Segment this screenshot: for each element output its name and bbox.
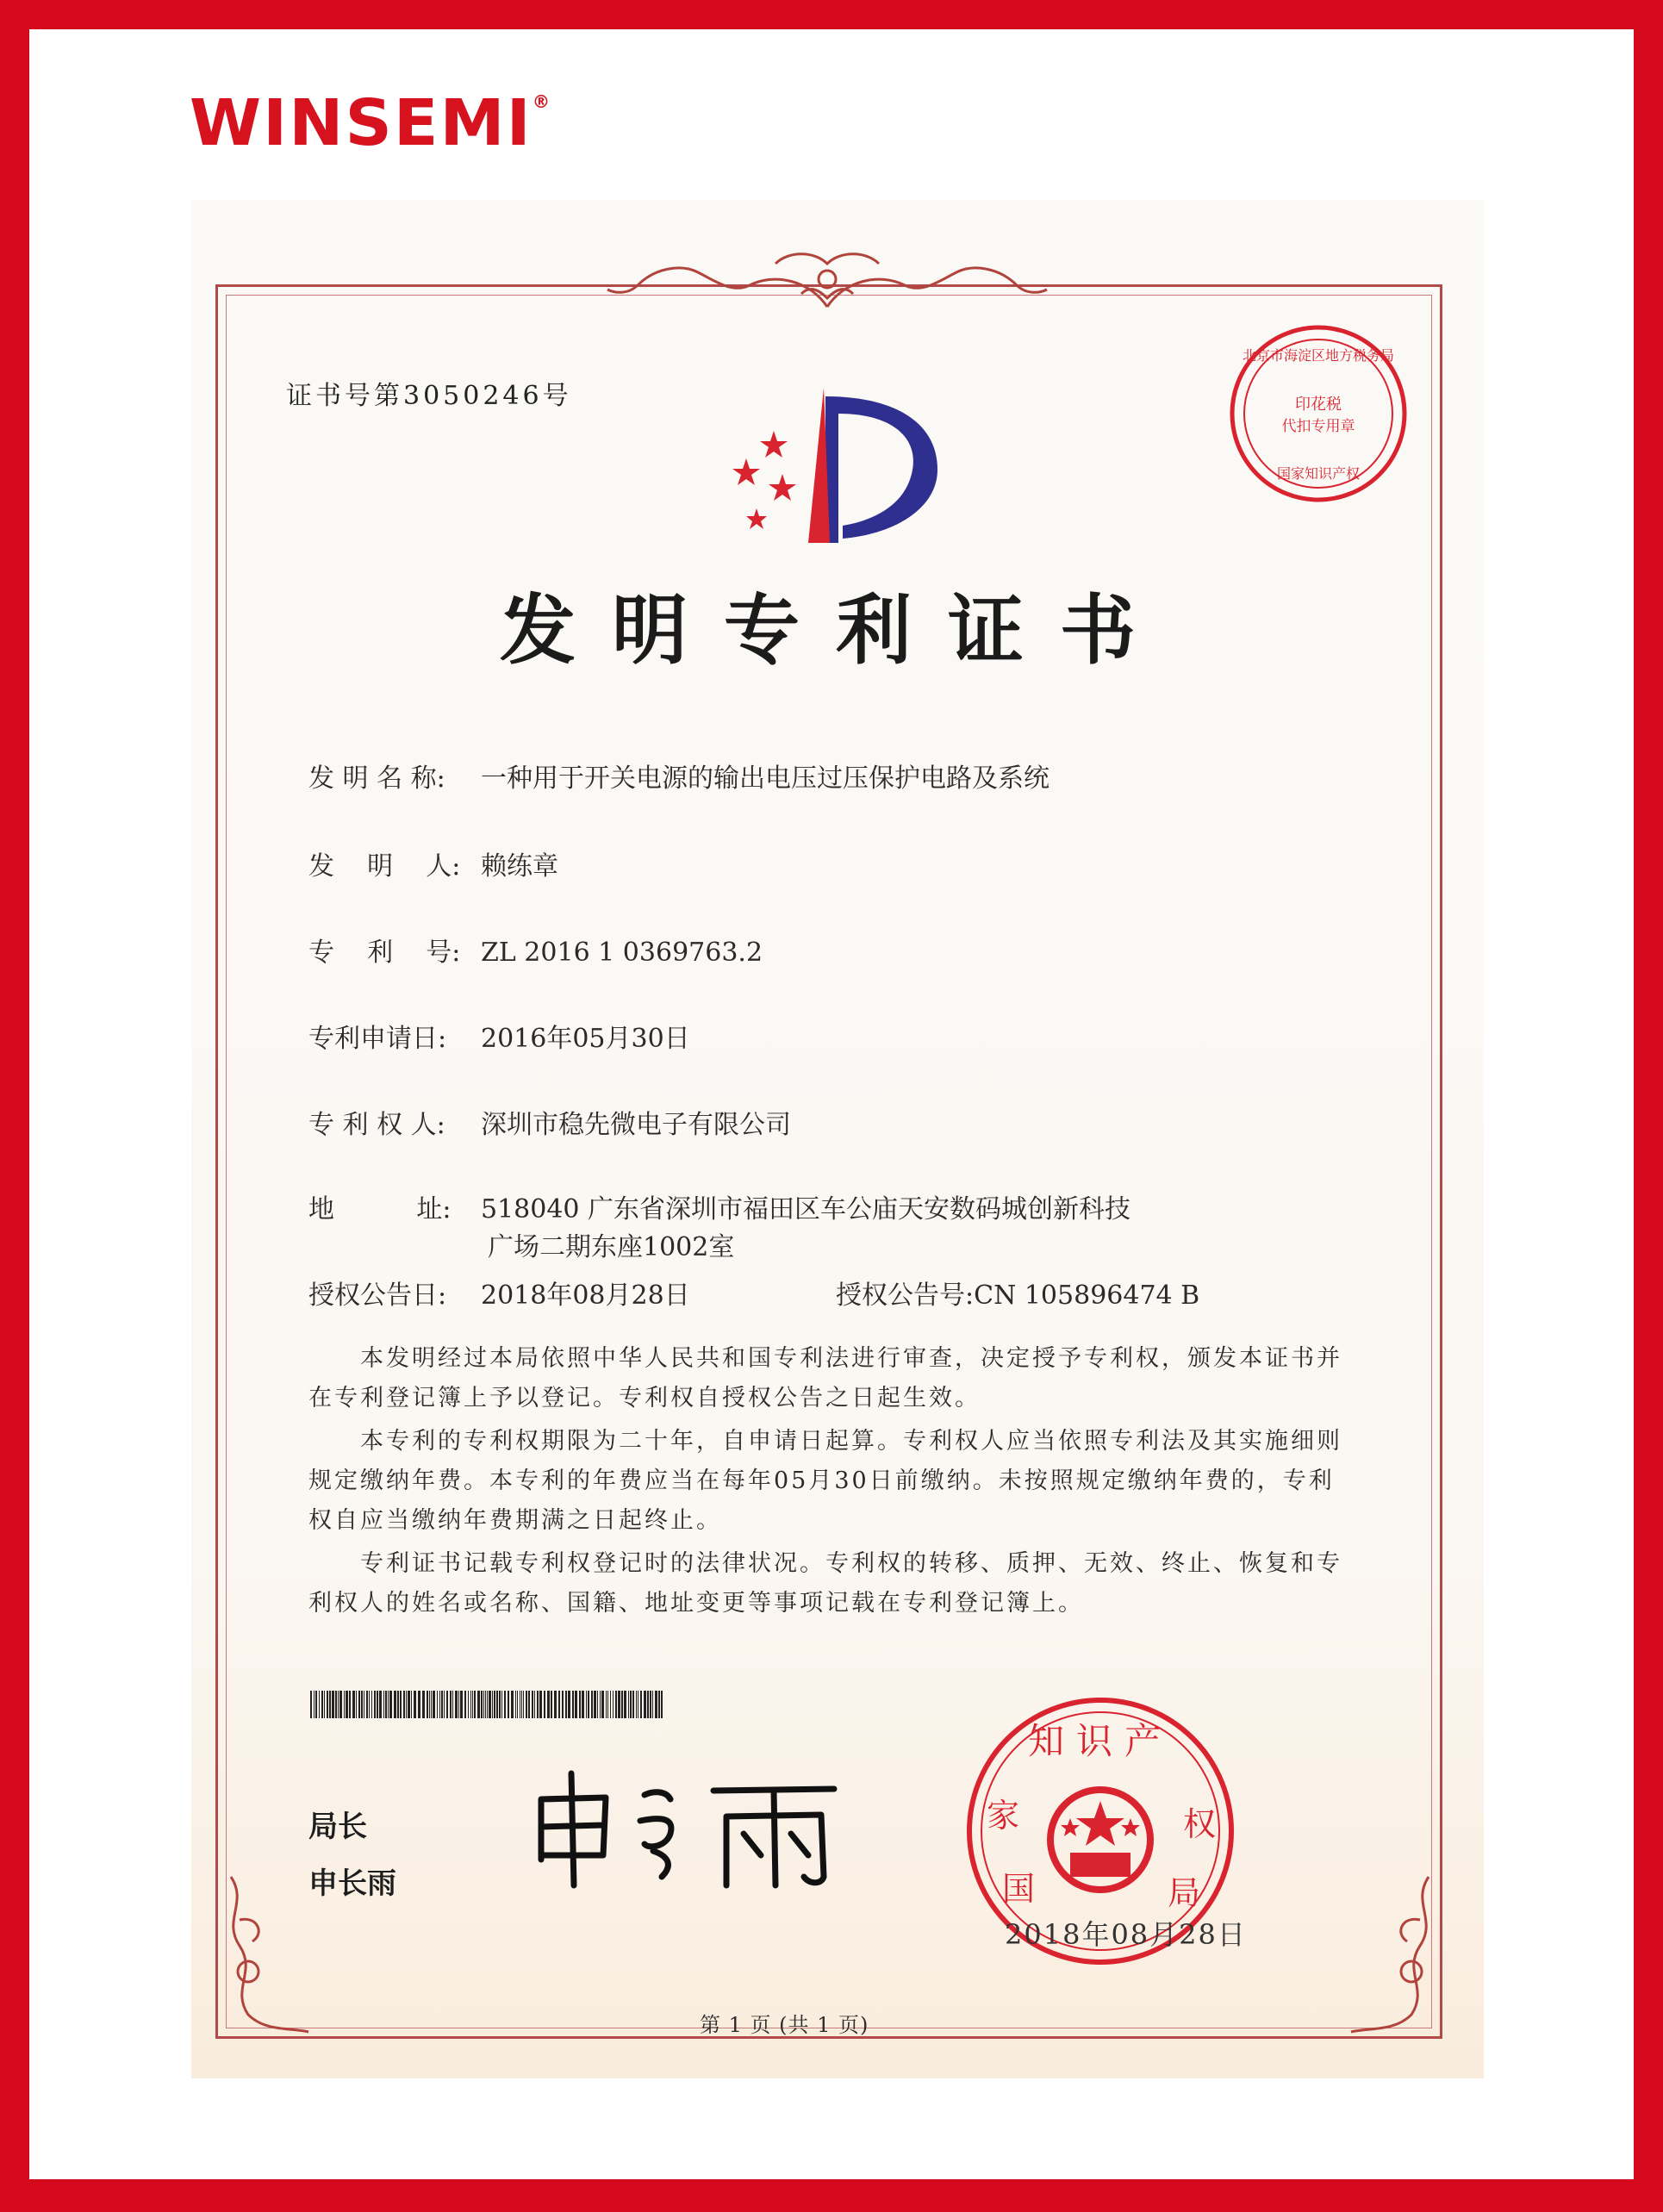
- barcode-bar: [394, 1691, 396, 1718]
- barcode-bar: [418, 1691, 420, 1718]
- barcode-bar: [374, 1691, 376, 1718]
- barcode-bar: [315, 1691, 317, 1718]
- barcode-bar: [433, 1691, 435, 1718]
- barcode-bar: [636, 1691, 637, 1718]
- field-grant-date: [308, 1274, 690, 1312]
- barcode-bar: [481, 1691, 483, 1718]
- barcode-bar: [544, 1691, 545, 1718]
- barcode-bar: [338, 1691, 339, 1718]
- field-label: 授权公告日:: [308, 1280, 447, 1311]
- field-value: 2016年05月30日: [481, 1024, 690, 1054]
- barcode-bar: [554, 1691, 557, 1718]
- barcode-bar: [389, 1691, 392, 1718]
- barcode-bar: [356, 1691, 357, 1718]
- barcode-bar: [610, 1691, 611, 1718]
- svg-text:国: 国: [1001, 1870, 1036, 1908]
- field-label: 发 明 人:: [308, 851, 461, 882]
- barcode-bar: [613, 1691, 614, 1718]
- barcode-bar: [494, 1691, 495, 1718]
- barcode-bar: [321, 1691, 323, 1718]
- barcode-bar: [310, 1691, 312, 1718]
- barcode-bar: [371, 1691, 372, 1718]
- barcode-bar: [468, 1691, 469, 1718]
- barcode-bar: [439, 1691, 440, 1718]
- barcode-bar: [562, 1691, 564, 1718]
- barcode-bar: [647, 1691, 649, 1718]
- barcode-bar: [319, 1691, 320, 1718]
- svg-text:局: 局: [1167, 1874, 1201, 1912]
- barcode-bar: [472, 1691, 473, 1718]
- field-address: [308, 1187, 1130, 1225]
- barcode-bar: [565, 1691, 567, 1718]
- barcode-bar: [600, 1691, 601, 1718]
- barcode-bar: [588, 1691, 589, 1718]
- barcode-bar: [431, 1691, 432, 1718]
- barcode-bar: [539, 1691, 542, 1718]
- barcode-bar: [361, 1691, 363, 1718]
- barcode-bar: [377, 1691, 378, 1718]
- cnipa-emblem-icon: [722, 379, 946, 551]
- tax-seal-icon: [1224, 319, 1413, 508]
- field-label: 专 利 权 人:: [308, 1110, 445, 1140]
- certificate-title: 发明专利证书: [500, 585, 1173, 675]
- field-value: 2018年08月28日: [481, 1280, 690, 1311]
- field-label: 地 址:: [308, 1194, 452, 1224]
- barcode-bar: [508, 1691, 509, 1718]
- field-address-line2: 广场二期东座1002室: [488, 1232, 735, 1262]
- field-value: 赖练章: [481, 851, 558, 882]
- barcode-bar: [388, 1691, 389, 1718]
- body-paragraph-2: 本专利的专利权期限为二十年，自申请日起算。专利权人应当依照专利法及其实施细则规定缴纳年费。本专利的年费应当在每年05月30日前缴纳。未按照规定缴纳年费的，专利权自应当缴纳年费期满之日起终止。: [308, 1428, 1342, 1534]
- barcode-bar: [422, 1691, 425, 1718]
- barcode-bar: [547, 1691, 550, 1718]
- barcode-bar: [452, 1691, 453, 1718]
- barcode-bar: [474, 1691, 476, 1718]
- svg-text:权: 权: [1182, 1805, 1217, 1843]
- barcode-bar: [427, 1691, 428, 1718]
- field-patentee: [308, 1103, 791, 1141]
- top-ornament: [603, 246, 1051, 315]
- barcode-bar: [517, 1691, 518, 1718]
- field-label: 专利申请日:: [308, 1024, 447, 1054]
- barcode-bar: [379, 1691, 382, 1718]
- barcode-bar: [591, 1691, 593, 1718]
- field-value: 一种用于开关电源的输出电压过压保护电路及系统: [481, 763, 1049, 794]
- barcode-bar: [487, 1691, 488, 1718]
- field-label: 授权公告号:: [836, 1280, 975, 1311]
- barcode-bar: [586, 1691, 587, 1718]
- barcode-bar: [385, 1691, 387, 1718]
- barcode-bar: [534, 1691, 535, 1718]
- body-paragraph-1: 本发明经过本局依照中华人民共和国专利法进行审查，决定授予专利权，颁发本证书并在专利登记簿上予以登记。专利权自授权公告之日起生效。: [308, 1345, 1342, 1411]
- barcode-bar: [628, 1691, 629, 1718]
- barcode-bar: [558, 1691, 560, 1718]
- barcode-bar: [630, 1691, 632, 1718]
- barcode-bar: [661, 1691, 663, 1718]
- barcode-bar: [441, 1691, 443, 1718]
- barcode-bar: [523, 1691, 524, 1718]
- barcode-bar: [444, 1691, 445, 1718]
- svg-text:国家知识产权: 国家知识产权: [1276, 465, 1361, 482]
- field-value: CN 105896474 B: [974, 1280, 1200, 1311]
- barcode-bar: [450, 1691, 452, 1718]
- barcode-bar: [446, 1691, 448, 1718]
- barcode-bar: [324, 1691, 325, 1718]
- barcode-bar: [464, 1691, 466, 1718]
- svg-text:代扣专用章: 代扣专用章: [1281, 418, 1355, 435]
- svg-text:北京市海淀区地方税务局: 北京市海淀区地方税务局: [1242, 347, 1395, 364]
- barcode-bar: [460, 1691, 463, 1718]
- barcode-bar: [640, 1691, 642, 1718]
- barcode-bar: [496, 1691, 498, 1718]
- field-application-date: [308, 1017, 690, 1055]
- barcode-bar: [575, 1691, 577, 1718]
- barcode-bar: [528, 1691, 530, 1718]
- barcode-bar: [621, 1691, 623, 1718]
- barcode-bar: [582, 1691, 584, 1718]
- barcode-bar: [618, 1691, 620, 1718]
- barcode-bar: [537, 1691, 539, 1718]
- barcode-bar: [366, 1691, 368, 1718]
- barcode-bar: [572, 1691, 574, 1718]
- field-value: ZL 2016 1 0369763.2: [481, 938, 763, 968]
- barcode-bar: [607, 1691, 608, 1718]
- brand-logo: [190, 86, 551, 160]
- barcode-bar: [470, 1691, 471, 1718]
- director-name: 申长雨: [308, 1866, 396, 1901]
- barcode-bar: [344, 1691, 345, 1718]
- brand-name: WINSEMI: [189, 86, 533, 160]
- seal-date: 2018年08月28日: [1005, 1918, 1247, 1951]
- field-label: 专 利 号:: [308, 938, 461, 968]
- barcode-bar: [632, 1691, 634, 1718]
- barcode-bar: [504, 1691, 506, 1718]
- barcode-bar: [437, 1691, 438, 1718]
- body-paragraph-3: 专利证书记载专利权登记时的法律状况。专利权的转移、质押、无效、终止、恢复和专利权人的姓名或名称、国籍、地址变更等事项记载在专利登记簿上。: [308, 1550, 1342, 1617]
- field-inventor: [308, 844, 558, 882]
- barcode-bar: [499, 1691, 501, 1718]
- barcode-bar: [332, 1691, 334, 1718]
- barcode-bar: [515, 1691, 516, 1718]
- barcode-bar: [579, 1691, 581, 1718]
- bottom-right-ornament: [1334, 1868, 1446, 2041]
- barcode-bar: [411, 1691, 412, 1718]
- svg-text:知识产: 知识产: [1027, 1720, 1174, 1762]
- barcode-bar: [349, 1691, 351, 1718]
- barcode-bar: [521, 1691, 522, 1718]
- svg-text:家: 家: [986, 1797, 1020, 1835]
- barcode-bar: [501, 1691, 502, 1718]
- svg-text:印花税: 印花税: [1295, 396, 1342, 414]
- barcode-bar: [352, 1691, 355, 1718]
- barcode-bar: [485, 1691, 486, 1718]
- registered-mark: ®: [532, 91, 552, 112]
- barcode-bar: [335, 1691, 337, 1718]
- barcode-bar: [455, 1691, 458, 1718]
- barcode-bar: [314, 1691, 315, 1718]
- barcode-bar: [601, 1691, 604, 1718]
- barcode-bar: [339, 1691, 342, 1718]
- barcode-bar: [397, 1691, 399, 1718]
- barcode-bar: [597, 1691, 598, 1718]
- barcode-bar: [414, 1691, 416, 1718]
- barcode-bar: [408, 1691, 410, 1718]
- barcode-bar: [489, 1691, 491, 1718]
- field-value: 深圳市稳先微电子有限公司: [481, 1110, 791, 1140]
- barcode-bar: [429, 1691, 430, 1718]
- barcode-bar: [458, 1691, 459, 1718]
- barcode-bar: [606, 1691, 607, 1718]
- barcode-bar: [369, 1691, 370, 1718]
- barcode-bar: [383, 1691, 384, 1718]
- field-label: 发 明 名 称:: [308, 763, 445, 794]
- barcode-bar: [658, 1691, 660, 1718]
- barcode-bar: [652, 1691, 653, 1718]
- field-invention-name: [308, 757, 1049, 794]
- barcode-bar: [358, 1691, 360, 1718]
- barcode-bar: [624, 1691, 626, 1718]
- barcode-bar: [477, 1691, 480, 1718]
- barcode-bar: [329, 1691, 331, 1718]
- page-number: 第 1 页 (共 1 页): [700, 2013, 869, 2037]
- barcode-bar: [594, 1691, 596, 1718]
- barcode-bar: [492, 1691, 493, 1718]
- barcode-bar: [327, 1691, 328, 1718]
- barcode-bar: [655, 1691, 657, 1718]
- barcode-bar: [568, 1691, 570, 1718]
- barcode-bar: [644, 1691, 646, 1718]
- barcode-bar: [650, 1691, 651, 1718]
- barcode-bar: [406, 1691, 407, 1718]
- barcode-bar: [615, 1691, 617, 1718]
- barcode-bar: [483, 1691, 484, 1718]
- field-patent-number: [308, 931, 763, 969]
- certificate-number: 证书号第3050246号: [286, 381, 572, 411]
- director-signature: [524, 1765, 851, 1894]
- field-value: 518040 广东省深圳市福田区车公庙天安数码城创新科技: [481, 1194, 1131, 1224]
- barcode-bar: [551, 1691, 552, 1718]
- barcode-bar: [346, 1691, 348, 1718]
- barcode-bar: [403, 1691, 405, 1718]
- field-grant-number: [836, 1274, 1199, 1312]
- barcode-bar: [511, 1691, 514, 1718]
- barcode-bar: [526, 1691, 527, 1718]
- barcode-bar: [400, 1691, 402, 1718]
- barcode: [310, 1691, 667, 1718]
- barcode-bar: [532, 1691, 533, 1718]
- director-title: 局长: [308, 1810, 367, 1844]
